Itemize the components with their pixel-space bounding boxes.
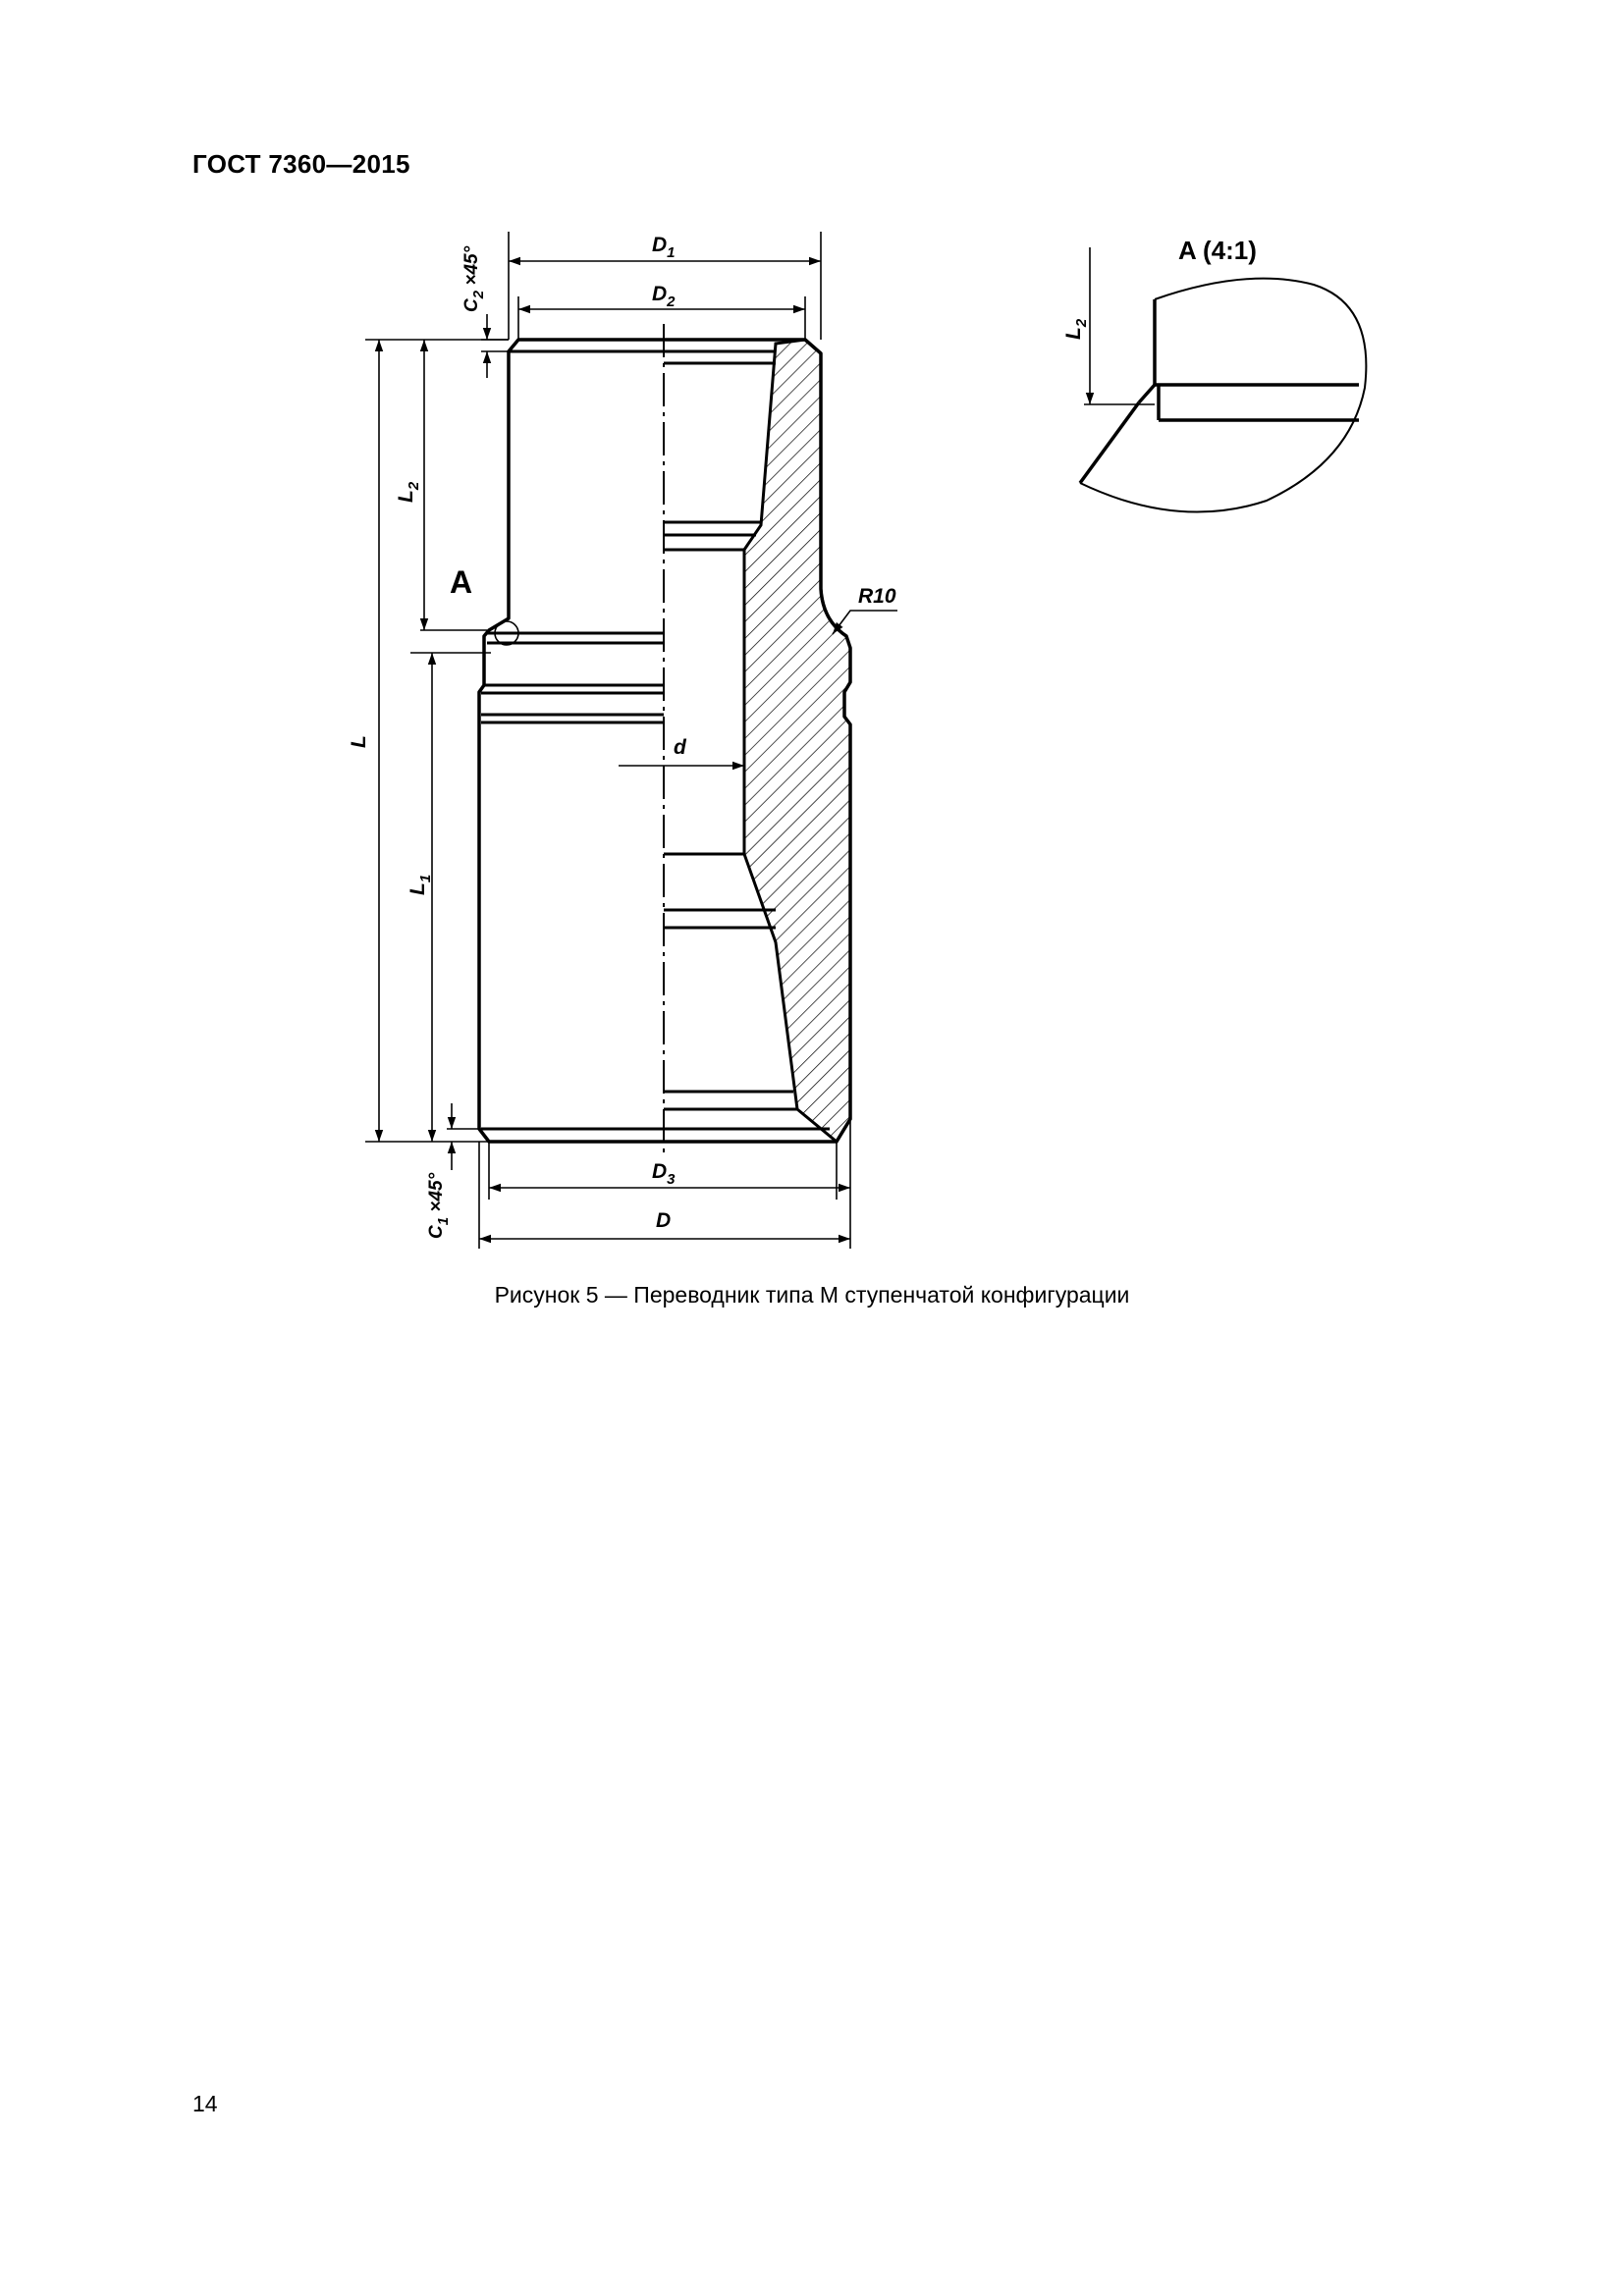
dim-L2-label: $L_2$ (395, 481, 422, 503)
dim-D-label: D (656, 1209, 672, 1232)
dim-L-label: L (348, 735, 370, 748)
dim-D1-label: $D_1$ (652, 234, 676, 261)
detail-marker-A: A (450, 564, 473, 600)
dim-D2-label: $D_2$ (652, 283, 676, 310)
detail-title: A (4:1) (1178, 236, 1257, 265)
dim-C2-label: $C_2 \times 45^\circ$ (461, 245, 487, 312)
dim-R10-label: R10 (858, 585, 896, 608)
dim-C1-label: $C_1 \times 45^\circ$ (426, 1172, 452, 1239)
dim-L1-label: $L_1$ (406, 874, 434, 895)
dim-d-label: d (674, 736, 686, 759)
dim-D3-label: $D_3$ (652, 1160, 676, 1188)
page-number: 14 (192, 2091, 218, 2116)
document-header: ГОСТ 7360—2015 (192, 149, 410, 179)
hatched-wall-section (744, 340, 850, 1142)
figure-caption: Рисунок 5 — Переводник типа М ступенчатой конфигурации (494, 1282, 1130, 1308)
detail-view-A (1062, 236, 1366, 512)
detail-L2-label: $L_2$ (1062, 318, 1090, 340)
